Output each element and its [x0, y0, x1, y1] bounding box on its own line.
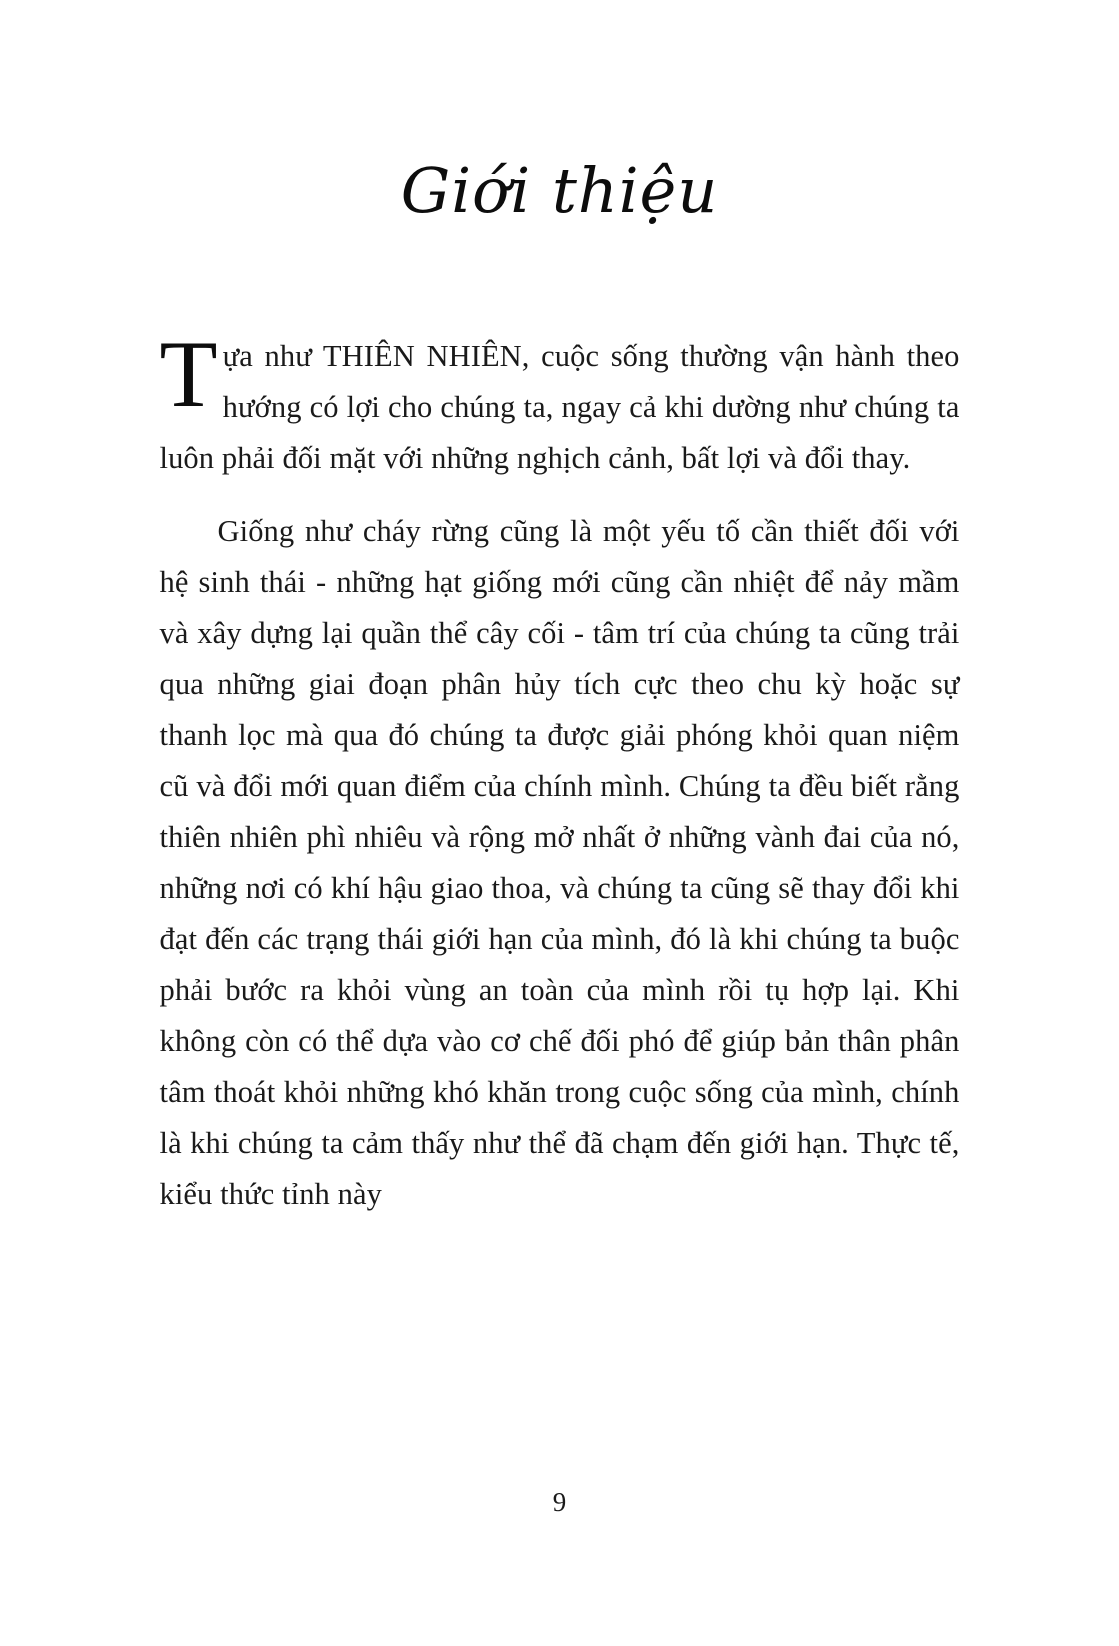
body-text	[160, 226, 960, 1220]
paragraph-1	[159, 321, 960, 484]
paragraph-1-text: ựa như THIÊN NHIÊN, cuộc sống thường vận hành theo hướng có lợi cho chúng ta, ngay cả khi dường như chúng ta luôn phải đối mặt với những nghịch cảnh, bất lợi và đổi thay.	[159, 339, 960, 476]
paragraph-2-text: Giống như cháy rừng cũng là một yếu tố cần thiết đối với hệ sinh thái - những hạt giống mới cũng cần nhiệt để nảy mầm và xây dựng lại quần thể cây cối - tâm trí của chúng ta cũng trải qua những giai đoạn phân hủy tích cực theo chu kỳ hoặc sự thanh lọc mà qua đó chúng ta được giải phóng khỏi quan niệm cũ và đổi mới quan điểm của chính mình. Chúng ta đều biết rằng thiên nhiên phì nhiêu và rộng mở nhất ở những vành đai của nó, những nơi có khí hậu giao thoa, và chúng ta cũng sẽ thay đổi khi đạt đến các trạng thái giới hạn của mình, đó là khi chúng ta buộc phải bước ra khỏi vùng an toàn của mình rồi tụ hợp lại. Khi không còn có thể dựa vào cơ chế đối phó để giúp bản thân phân tâm thoát khỏi những khó khăn trong cuộc sống của mình, chính là khi chúng ta cảm thấy như thể đã chạm đến giới hạn. Thực tế, kiểu thức tỉnh này	[159, 514, 960, 1212]
page-number: 9	[552, 1487, 567, 1517]
paragraph-2	[160, 506, 960, 1220]
chapter-title: Giới thiệu	[400, 154, 719, 227]
drop-cap: T	[159, 321, 218, 428]
